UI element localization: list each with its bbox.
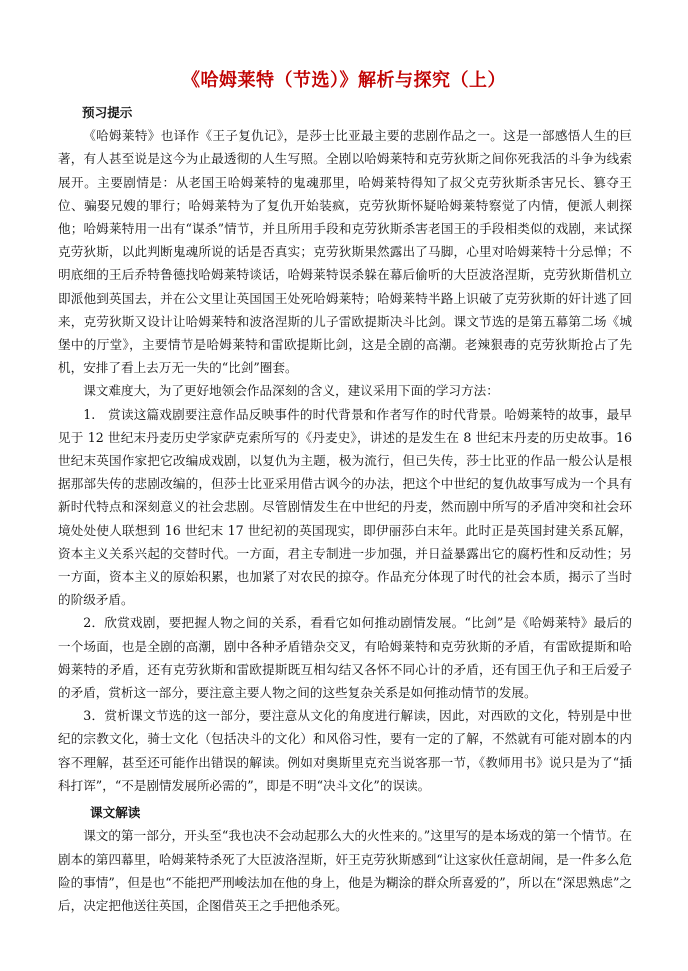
document-title: 《哈姆莱特（节选）》解析与探究（上） (182, 70, 506, 91)
paragraph-point-3: 3．赏析课文节选的这一部分，要注意从文化的角度进行解读，因此，对西欧的文化，特别是中世纪的宗教文化，骑士文化（包括决斗的文化）和风俗习性，要有一定的了解，不然就有可能对剧本的内容不理解，甚至还可能作出错误的解读。例如对奥斯里克充当说客那一节，《教师用书》说只是为了“插科打诨”，“不是剧情发展所必需的”，即是不明“决斗文化”的误读。 (58, 708, 632, 793)
paragraph-point-2: 2．欣赏戏剧，要把握人物之间的关系，看看它如何推动剧情发展。“比剑”是《哈姆莱特》最后的一个场面，也是全剧的高潮，剧中各种矛盾错杂交叉，有哈姆莱特和克劳狄斯的矛盾，有雷欧提斯和哈姆莱特的矛盾，还有克劳狄斯和雷欧提斯既互相勾结又各怀不同心计的矛盾，还有国王仇子和王后爱子的矛盾，赏析这一部分，要注意主要人物之间的这些复杂关系是如何推动情节的发展。 (58, 615, 632, 701)
paragraph-point-1: 1. 赏读这篇戏剧要注意作品反映事件的时代背景和作者写作的时代背景。哈姆莱特的故事，最早见于 12 世纪末丹麦历史学家萨克索所写的《丹麦史》，讲述的是发生在 8 世纪末丹麦的历史故事。16 世纪末英国作家把它改编成戏剧，以复仇为主题，极为流行，但已失传，莎士比亚的作品一般公认是根据那部失传的悲剧改编的，但莎士比亚采用借古讽今的办法，把这个中世纪的复仇故事写成为一个具有新时代特点和深刻意义的社会悲剧。尽管剧情发生在中世纪的丹麦，然而剧中所写的矛盾冲突和社会环境处处使人联想到 16 世纪末 17 世纪初的英国现实，即伊丽莎白末年。此时正是英国封建关系瓦解，资本主义关系兴起的交替时代。一方面，君主专制进一步加强，并日益暴露出它的腐朽性和反动性；另一方面，资本主义的原始积累，也加紧了对农民的掠夺。作品充分体现了时代的社会本质，揭示了当时的阶级矛盾。 (58, 406, 632, 608)
paragraph-intro: 《哈姆莱特》也译作《王子复仇记》，是莎士比亚最主要的悲剧作品之一。这是一部感悟人生的巨著，有人甚至说是这今为止最透彻的人生写照。全剧以哈姆莱特和克劳狄斯之间你死我活的斗争为线索展开。主要剧情是：从老国王哈姆莱特的鬼魂那里，哈姆莱特得知了叔父克劳狄斯杀害兄长、篡夺王位、骗娶兄嫂的罪行；哈姆莱特为了复仇开始装疯，克劳狄斯怀疑哈姆莱特察觉了内情，便派人刺探他；哈姆莱特用一出有“谋杀”情节，并且所用手段和克劳狄斯杀害老国王的手段相类似的戏剧，来试探克劳狄斯，以此判断鬼魂所说的话是否真实；克劳狄斯果然露出了马脚，心里对哈姆莱特十分忌惮；不明底细的王后乔特鲁德找哈姆莱特谈话，哈姆莱特误杀躲在幕后偷听的大臣波洛涅斯，克劳狄斯借机立即派他到英国去，并在公文里让英国国王处死哈姆莱特；哈姆莱特半路上识破了克劳狄斯的奸计逃了回来，克劳狄斯又设计让哈姆莱特和波洛涅斯的儿子雷欧提斯决斗比剑。课文节选的是第五幕第二场《城堡中的厅堂》，主要情节是哈姆莱特和雷欧提斯比剑，这是全剧的高潮。老辣狠毒的克劳狄斯抢占了先机，安排了看上去万无一失的“比剑”圈套。 (58, 128, 632, 376)
document-body (58, 101, 632, 917)
section-heading-preview: 预习提示 (82, 105, 133, 120)
section-heading-reading: 课文解读 (90, 805, 141, 821)
paragraph-reading-1: 课文的第一部分，开头至“我也决不会动起那么大的火性来的。”这里写的是本场戏的第一个情节。在剧本的第四幕里，哈姆莱特杀死了大臣波洛涅斯，奸王克劳狄斯感到“让这家伙任意胡闹，是一件多么危险的事情”，但是也“不能把严刑峻法加在他的身上，他是为糊涂的群众所喜爱的”，所以在“深思熟虑”之后，决定把他送往英国，企图借英王之手把他杀死。 (58, 828, 632, 913)
paragraph-method: 课文难度大，为了更好地领会作品深刻的含义，建议采用下面的学习方法： (83, 383, 499, 399)
